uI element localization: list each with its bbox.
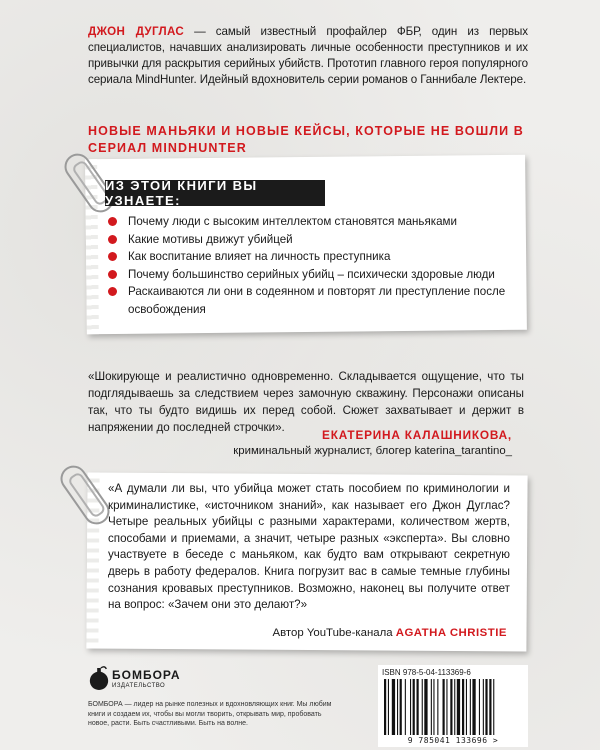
bullet-icon (108, 217, 117, 226)
review-quote-1: «Шокирующе и реалистично одновременно. Складывается ощущение, что ты подглядываешь за следствием через замочную скважину. Персонажи описаны так, что ты будто видишь их перед собой. Сюжет захватывает и держит в напряжении до последней строчки». (88, 370, 524, 434)
publisher-sub: ИЗДАТЕЛЬСТВО (112, 683, 166, 689)
author-intro-text: — самый известный профайлер ФБР, один из первых специалистов, начавших анализировать личные особенности преступников и их привычки для раскрытия серийных убийств. Прототип главного героя популярного сериала MindHunter. Идейный вдохновитель серии романов о Ганнибале Лектере. (88, 25, 528, 86)
bullet-icon (108, 287, 117, 296)
review-author-role: криминальный журналист, блогер katerina_tarantino_ (233, 445, 512, 457)
publisher-name: БОМБОРА (112, 668, 181, 682)
barcode-digits: 9 785041 133696 > (407, 736, 499, 745)
isbn-label: ISBN 978-5-04-113369-6 (382, 668, 471, 677)
bullet-icon (108, 270, 117, 279)
author-name: ДЖОН ДУГЛАС (88, 25, 185, 38)
learn-item: Раскаиваются ли они в содеянном и повторят ли преступление после освобождения (108, 283, 508, 318)
review-author-name: ЕКАТЕРИНА КАЛАШНИКОВА, (322, 428, 512, 442)
publisher-logo-icon (88, 665, 110, 693)
learn-item: Почему большинство серийных убийц – психически здоровые люди (108, 266, 508, 284)
review-2-attribution: Автор YouTube-канала AGATHA CHRISTIE (272, 627, 507, 639)
barcode-icon (380, 679, 526, 735)
publisher-blurb: БОМБОРА — лидер на рынке полезных и вдохновляющих книг. Мы любим книги и создаем их, чтобы вы могли творить, открывать мир, пробовать новое, расти. Быть счастливыми. Быть на волне. (88, 701, 332, 727)
learn-list (108, 213, 508, 318)
learn-item: Как воспитание влияет на личность преступника (108, 248, 508, 266)
channel-name: AGATHA CHRISTIE (395, 627, 507, 639)
headline: НОВЫЕ МАНЬЯКИ И НОВЫЕ КЕЙСЫ, КОТОРЫЕ НЕ ВОШЛИ В СЕРИАЛ MINDHUNTER (88, 124, 524, 155)
learn-item: Почему люди с высоким интеллектом становятся маньяками (108, 213, 508, 231)
bullet-icon (108, 252, 117, 261)
bullet-icon (108, 235, 117, 244)
learn-title: ИЗ ЭТОЙ КНИГИ ВЫ УЗНАЕТЕ: (105, 180, 325, 206)
author-intro (88, 24, 528, 88)
learn-item: Какие мотивы движут убийцей (108, 231, 508, 249)
review-quote-2: «А думали ли вы, что убийца может стать пособием по криминологии и криминалистике, «источником знаний», как называет его Джон Дуглас? Четыре реальных убийцы с разными характерами, количеством жертв, способами и приемами, а значит, четыре разных «эксперта». Вы словно участвуете в беседе с маньяком, как будто вам открывают секретную дверь в работу федералов. Книга погрузит вас в самые темные глубины сознания кровавых преступников. Возможно, наконец вы получите ответ на вопрос: «Зачем они это делают?» (108, 482, 510, 612)
